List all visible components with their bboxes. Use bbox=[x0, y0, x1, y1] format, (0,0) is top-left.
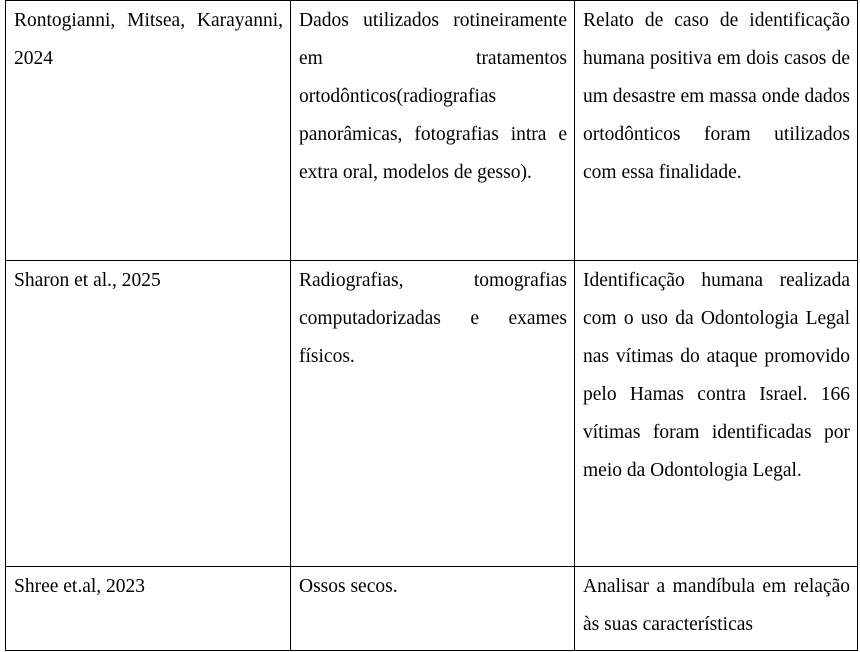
purpose-cell bbox=[575, 567, 858, 651]
reference-cell bbox=[6, 261, 291, 567]
purpose-cell bbox=[575, 1, 858, 261]
reference-text: Sharon et al., 2025 bbox=[14, 270, 161, 291]
studies-table bbox=[5, 0, 858, 651]
data-cell bbox=[291, 261, 575, 567]
table-row bbox=[6, 261, 858, 567]
data-cell bbox=[291, 567, 575, 651]
data-text: Dados utilizados rotineiramente em tratamentos ortodônticos(radiografias panorâmicas, fotografias intra e extra oral, modelos de gesso). bbox=[299, 10, 567, 184]
data-text: Ossos secos. bbox=[299, 576, 398, 597]
purpose-cell bbox=[575, 261, 858, 567]
data-cell bbox=[291, 1, 575, 261]
reference-text: Shree et.al, 2023 bbox=[14, 576, 146, 597]
table-row bbox=[6, 567, 858, 651]
purpose-text: Relato de caso de identificação humana positiva em dois casos de um desastre em massa onde dados ortodônticos foram utilizados com essa finalidade. bbox=[583, 10, 850, 184]
reference-cell bbox=[6, 1, 291, 261]
purpose-text: Analisar a mandíbula em relação às suas características bbox=[583, 576, 850, 636]
purpose-text: Identificação humana realizada com o uso da Odontologia Legal nas vítimas do ataque promovido pelo Hamas contra Israel. 166 vítimas foram identificadas por meio da Odontologia Legal. bbox=[583, 270, 850, 482]
table-row bbox=[6, 1, 858, 261]
data-text: Radiografias, tomografias computadorizadas e exames físicos. bbox=[299, 270, 567, 368]
reference-text: Rontogianni, Mitsea, Karayanni, 2024 bbox=[14, 10, 283, 70]
reference-cell bbox=[6, 567, 291, 651]
